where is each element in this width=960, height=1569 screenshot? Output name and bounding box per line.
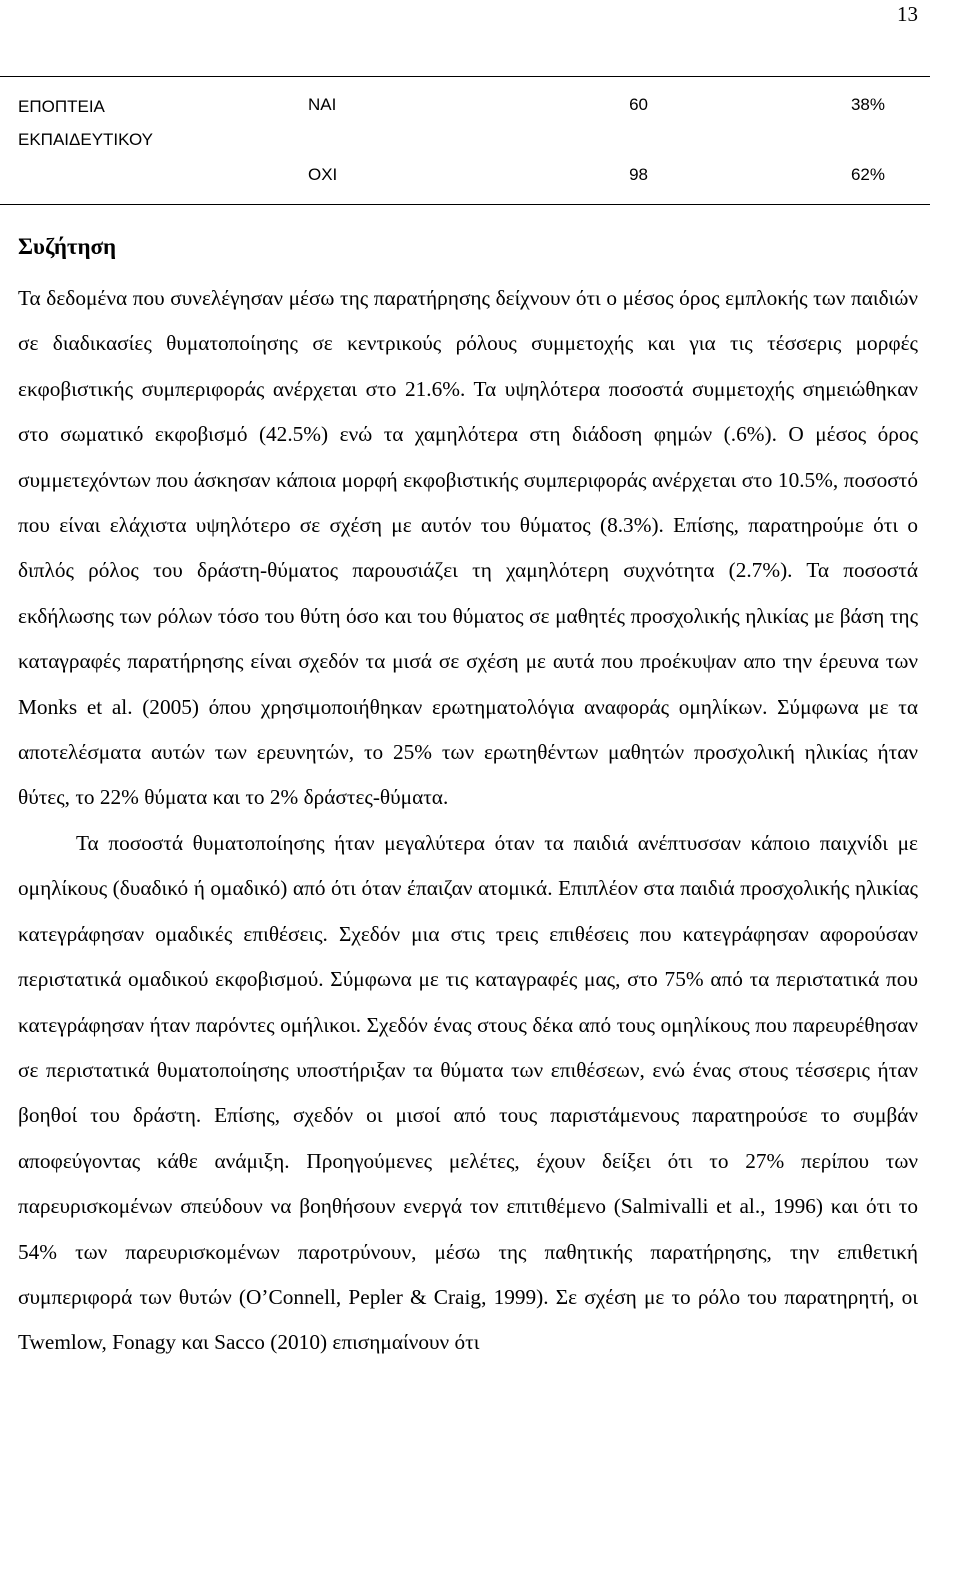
paragraph: Τα ποσοστά θυματοποίησης ήταν μεγαλύτερα όταν τα παιδιά ανέπτυσσαν κάποιο παιχνίδι με ομηλίκους (δυαδικό ή ομαδικό) από ότι όταν έπαιζαν ατομικά. Επιπλέον στα παιδιά προσχολικής ηλικίας κατεγράφησαν ομαδικές επιθέσεις. Σχεδόν μια στις τρεις επιθέσεις που κατεγράφησαν αφορούσαν περιστατικά ομαδικού εκφοβισμού. Σύμφωνα με τις καταγραφές μας, στο 75% από τα περιστατικά που κατεγράφησαν ήταν παρόντες ομήλικοι. Σχεδόν ένας στους δέκα από τους ομηλίκους που παρευρέθησαν σε περιστατικά θυματοποίησης υποστήριξαν τα θύματα των επιθέσεων, ενώ ένας στους τέσσερις ήταν βοηθοί του δράστη. Επίσης, σχεδόν οι μισοί από τους παριστάμενους παρατηρούσε το συμβάν αποφεύγοντας κάθε ανάμιξη. Προηγούμενες μελέτες, έχουν δείξει ότι το 27% περίπου των παρευρισκομένων σπεύδουν να βοηθήσουν ενεργά τον επιτιθέμενο (Salmivalli et al., 1996) και ότι το 54% των παρευρισκομένων παροτρύνουν, μέσω της παθητικής παρατήρησης, την επιθετική συμπεριφορά των θυτών (O’Connell, Pepler & Craig, 1999). Σε σχέση με το ρόλο του παρατηρητή, οι Twemlow, Fonagy και Sacco (2010) επισημαίνουν ότι bbox=[18, 830, 918, 1355]
supervision-table bbox=[0, 76, 930, 205]
category-line2: ΕΚΠΑΙΔΕΥΤΙΚΟΥ bbox=[18, 130, 153, 149]
body-text bbox=[18, 276, 918, 1366]
count-cell: 60 bbox=[458, 77, 648, 161]
table-row bbox=[0, 77, 930, 161]
section-heading: Συζήτηση bbox=[18, 234, 117, 259]
page-number: 13 bbox=[897, 2, 918, 26]
table-row bbox=[0, 160, 930, 205]
count-cell: 98 bbox=[458, 160, 648, 205]
category-line1: ΕΠΟΠΤΕΙΑ bbox=[18, 97, 105, 116]
answer-cell: ΟΧΙ bbox=[308, 160, 458, 205]
answer-cell: ΝΑΙ bbox=[308, 77, 458, 161]
percent-cell: 62% bbox=[648, 160, 930, 205]
percent-cell: 38% bbox=[648, 77, 930, 161]
category-cell bbox=[0, 77, 308, 161]
category-cell-empty bbox=[0, 160, 308, 205]
paragraph: Τα δεδομένα που συνελέγησαν μέσω της παρατήρησης δείχνουν ότι ο μέσος όρος εμπλοκής των παιδιών σε διαδικασίες θυματοποίησης σε κεντρικούς ρόλους συμμετοχής και για τις τέσσερις μορφές εκφοβιστικής συμπεριφοράς ανέρχεται στο 21.6%. Τα υψηλότερα ποσοστά συμμετοχής σημειώθηκαν στο σωματικό εκφοβισμό (42.5%) ενώ τα χαμηλότερα στη διάδοση φημών (.6%). Ο μέσος όρος συμμετεχόντων που άσκησαν κάποια μορφή εκφοβιστικής συμπεριφοράς ανέρχεται στο 10.5%, ποσοστό που είναι ελάχιστα υψηλότερο σε σχέση με αυτόν του θύματος (8.3%). Επίσης, παρατηρούμε ότι ο διπλός ρόλος του δράστη-θύματος παρουσιάζει τη χαμηλότερη συχνότητα (2.7%). Τα ποσοστά εκδήλωσης των ρόλων τόσο του θύτη όσο και του θύματος σε μαθητές προσχολικής ηλικίας με βάση της καταγραφές παρατήρησης είναι σχεδόν τα μισά σε σχέση με αυτά που προέκυψαν απο την έρευνα των Monks et al. (2005) όπου χρησιμοποιήθηκαν ερωτηματολόγια αναφοράς ομηλίκων. Σύμφωνα με τα αποτελέσματα αυτών των ερευνητών, το 25% των ερωτηθέντων μαθητών προσχολική ηλικίας ήταν θύτες, το 22% θύματα και το 2% δράστες-θύματα. bbox=[18, 286, 918, 810]
